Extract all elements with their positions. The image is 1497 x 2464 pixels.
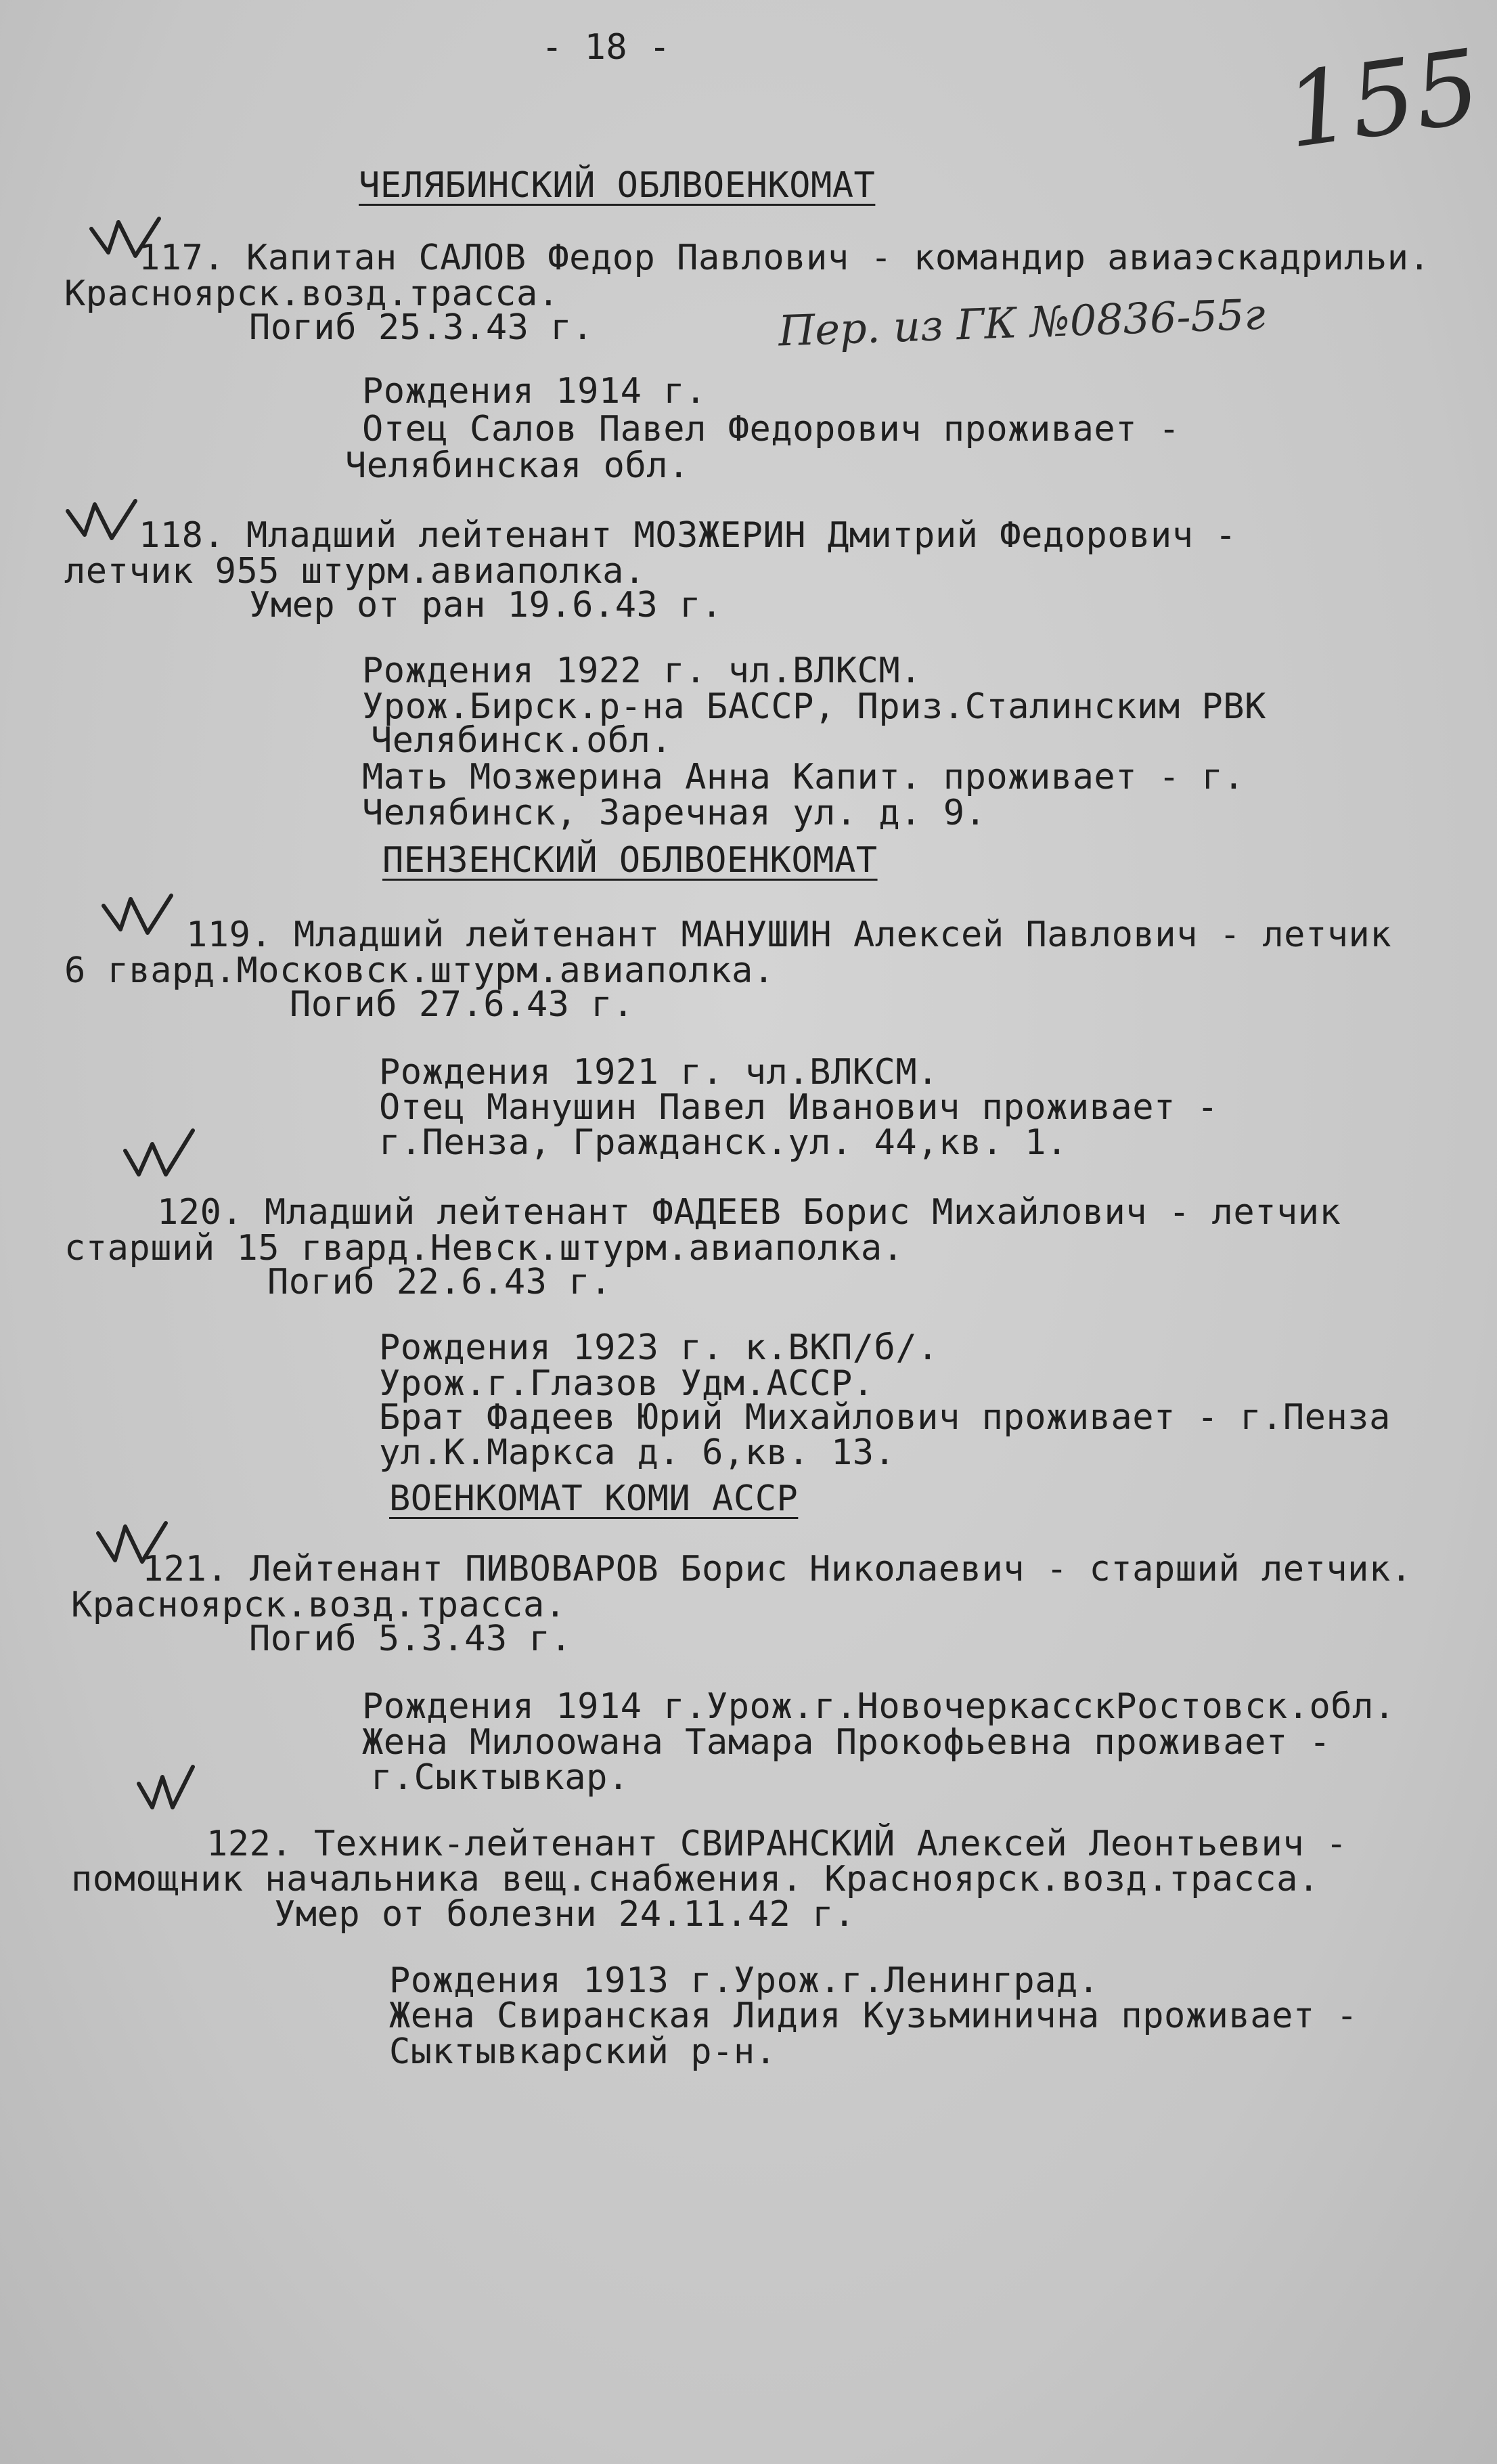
entry-117-region: Челябинская обл. (345, 445, 690, 486)
entry-121-death: Погиб 5.3.43 г. (249, 1619, 573, 1659)
entry-120-death: Погиб 22.6.43 г. (267, 1262, 612, 1302)
entry-122-death: Умер от болезни 24.11.42 г. (274, 1894, 855, 1935)
entry-118-line-2: летчик 955 штурм.авиаполка. (64, 551, 646, 592)
entry-120-line-2: старший 15 гвард.Невск.штурм.авиаполка. (64, 1228, 904, 1269)
entry-119-relative: Отец Манушин Павел Иванович проживает - (379, 1087, 1219, 1128)
entry-119-death: Погиб 27.6.43 г. (290, 984, 634, 1025)
entry-117-birth: Рождения 1914 г. (362, 371, 707, 412)
entry-120-line-1: 120. Младший лейтенант ФАДЕЕВ Борис Михайлович - летчик (157, 1192, 1341, 1233)
entry-118-line-1: 118. Младший лейтенант МОЗЖЕРИН Дмитрий Федорович - (139, 515, 1237, 556)
page-number: - 18 - (541, 27, 671, 68)
section-heading-penza: ПЕНЗЕНСКИЙ ОБЛВОЕНКОМАТ (382, 840, 878, 881)
entry-120-origin: Урож.г.Глазов Удм.АССР. (379, 1363, 874, 1404)
entry-118-birth: Рождения 1922 г. чл.ВЛКСМ. (362, 651, 922, 691)
entry-119-birth: Рождения 1921 г. чл.ВЛКСМ. (379, 1052, 939, 1093)
entry-120-birth: Рождения 1923 г. к.ВКП/б/. (379, 1327, 939, 1368)
entry-122-birth: Рождения 1913 г.Урож.г.Ленинград. (389, 1960, 1100, 2001)
entry-121-birth: Рождения 1914 г.Урож.г.НовочеркасскРостовск.обл. (362, 1686, 1395, 1727)
entry-118-death: Умер от ран 19.6.43 г. (249, 585, 723, 625)
entry-121-relative: Жена Милоowана Тамара Прокофьевна проживает - (362, 1722, 1331, 1763)
entry-118-address: Челябинск, Заречная ул. д. 9. (362, 793, 987, 833)
entry-119-address: г.Пенза, Гражданск.ул. 44,кв. 1. (379, 1122, 1068, 1163)
entry-120-address: ул.К.Маркса д. 6,кв. 13. (379, 1432, 896, 1473)
entry-117-line-1: 117. Капитан САЛОВ Федор Павлович - командир авиаэскадрильи. (139, 238, 1431, 278)
entry-117-line-2: Красноярск.возд.трасса. (64, 273, 560, 314)
section-heading-chelyabinsk: ЧЕЛЯБИНСКИЙ ОБЛВОЕНКОМАТ (359, 165, 876, 206)
entry-121-line-1: 121. Лейтенант ПИВОВАРОВ Борис Николаевич - старший летчик. (142, 1549, 1412, 1589)
section-heading-komi: ВОЕНКОМАТ КОМИ АССР (389, 1478, 799, 1519)
entry-122-line-1: 122. Техник-лейтенант СВИРАНСКИЙ Алексей Леонтьевич - (206, 1824, 1347, 1864)
entry-117-relative: Отец Салов Павел Федорович проживает - (362, 409, 1180, 449)
entry-118-origin-cont: Челябинск.обл. (371, 720, 673, 761)
entry-121-line-2: Красноярск.возд.трасса. (71, 1585, 566, 1625)
check-mark-icon (100, 892, 175, 940)
entry-122-relative: Жена Свиранская Лидия Кузьминична проживает - (389, 1996, 1358, 2036)
handwritten-annotation: Пер. из ГК №0836-55г (777, 289, 1266, 356)
check-mark-icon (122, 1127, 196, 1181)
entry-122-line-2: помощник начальника вещ.снабжения. Красноярск.возд.трасса. (71, 1859, 1320, 1899)
entry-120-relative: Брат Фадеев Юрий Михайлович проживает - г.Пенза (379, 1397, 1391, 1438)
entry-117-death: Погиб 25.3.43 г. (249, 307, 594, 348)
entry-118-origin: Урож.Бирск.р-на БАССР, Приз.Сталинским РВК (362, 686, 1266, 727)
entry-121-address: г.Сыктывкар. (371, 1757, 629, 1798)
entry-119-line-2: 6 гвард.Московск.штурм.авиаполка. (64, 950, 775, 991)
archive-number: 155 (1278, 27, 1488, 172)
entry-119-line-1: 119. Младший лейтенант МАНУШИН Алексей Павлович - летчик (186, 915, 1392, 955)
entry-122-region: Сыктывкарский р-н. (389, 2031, 777, 2072)
entry-118-relative: Мать Мозжерина Анна Капит. проживает - г. (362, 757, 1245, 797)
check-mark-icon (64, 498, 139, 545)
check-mark-icon (135, 1763, 196, 1814)
